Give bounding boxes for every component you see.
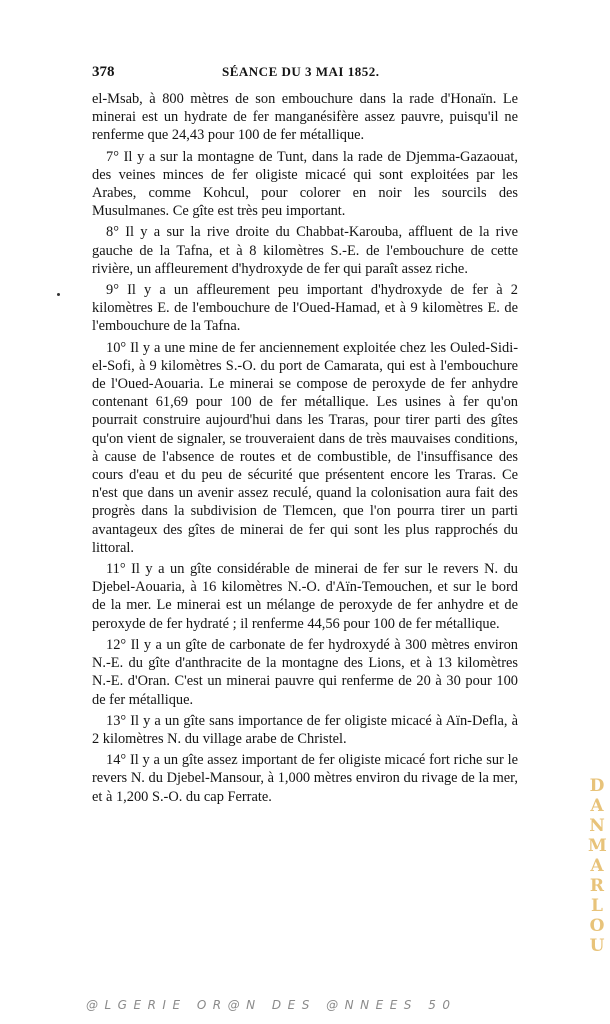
body-text: [92, 90, 518, 809]
paragraph-13: 13° Il y a un gîte sans importance de fer oligiste micacé à Aïn-Defla, à 2 kilomètres N. du village arabe de Christel.: [92, 712, 518, 747]
paragraph-10: 10° Il y a une mine de fer anciennement exploitée chez les Ouled-Sidi-el-Sofi, à 9 kilomètres S.-O. du port de Camarata, qui est à l'embouchure de l'Oued-Aouaria. Le minerai se compose de peroxyde de fer anhydre contenant 61,69 pour 100 de fer métallique. Les usines à fer qu'on pourrait construire aujourd'hui dans les Traras, pour tirer parti des gîtes qu'on vient de signaler, se trouveraient dans de très mauvaises conditions, à cause de l'absence de routes et de combustible, de l'insuffisance des cours d'eau et du peu de sécurité que présentent encore les Traras. Ce n'est que dans un avenir assez reculé, quand la colonisation aura fait des progrès dans la subdivision de Tlemcen, que l'on pourra tirer un parti avantageux des gîtes de minerai de fer qui sont les plus rapprochés du littoral.: [92, 339, 518, 556]
footer-watermark: @LGERIE OR@N DES @NNEES 50: [86, 998, 457, 1012]
paragraph-9: 9° Il y a un affleurement peu important d'hydroxyde de fer à 2 kilomètres E. de l'embouchure de l'Oued-Hamad, et à 9 kilomètres E. de l'embouchure de la Tafna.: [92, 282, 518, 335]
paragraph-12: 12° Il y a un gîte de carbonate de fer hydroxydé à 300 mètres environ N.-E. du gîte d'anthracite de la montagne des Lions, et à 13 kilomètres N.-E. d'Oran. C'est un minerai pauvre qui renferme de 20 à 30 pour 100 de fer métallique.: [92, 636, 518, 708]
paragraph-continuation: el-Msab, à 800 mètres de son embouchure dans la rade d'Honaïn. Le minerai est un hydrate de fer manganésifère assez pauvre, puisqu'il ne renferme que 24,43 pour 100 de fer métallique.: [92, 91, 518, 144]
running-title: SÉANCE DU 3 MAI 1852.: [222, 64, 380, 79]
page-number: 378: [92, 64, 115, 80]
paragraph-7: 7° Il y a sur la montagne de Tunt, dans la rade de Djemma-Gazaouat, des veines minces de fer oligiste micacé qui sont exploitées par les Arabes, comme Kohcul, pour colorer en noir les sourcils des Musulmanes. Ce gîte est très peu important.: [92, 148, 518, 220]
paragraph-8: 8° Il y a sur la rive droite du Chabbat-Karouba, affluent de la rive gauche de la Tafna, et à 8 kilomètres S.-E. de l'embouchure de cette rivière, un affleurement d'hydroxyde de fer qui paraît assez riche.: [92, 224, 518, 277]
page-header: [92, 64, 512, 86]
paragraph-14: 14° Il y a un gîte assez important de fer oligiste micacé fort riche sur le revers N. du Djebel-Mansour, à 1,000 mètres environ du rivage de la mer, et à 1,200 S.-O. du cap Ferrate.: [92, 752, 518, 805]
stray-mark: [57, 293, 60, 296]
paragraph-11: 11° Il y a un gîte considérable de minerai de fer sur le revers N. du Djebel-Aouaria, à 16 kilomètres N.-O. d'Aïn-Temouchen, et sur le bord de la mer. Le minerai est un mélange de peroxyde de fer anhydre et de peroxyde de fer hydraté ; il renferme 44,56 pour 100 de fer métallique.: [92, 561, 518, 632]
vertical-watermark: DANMARLOU: [588, 776, 607, 956]
